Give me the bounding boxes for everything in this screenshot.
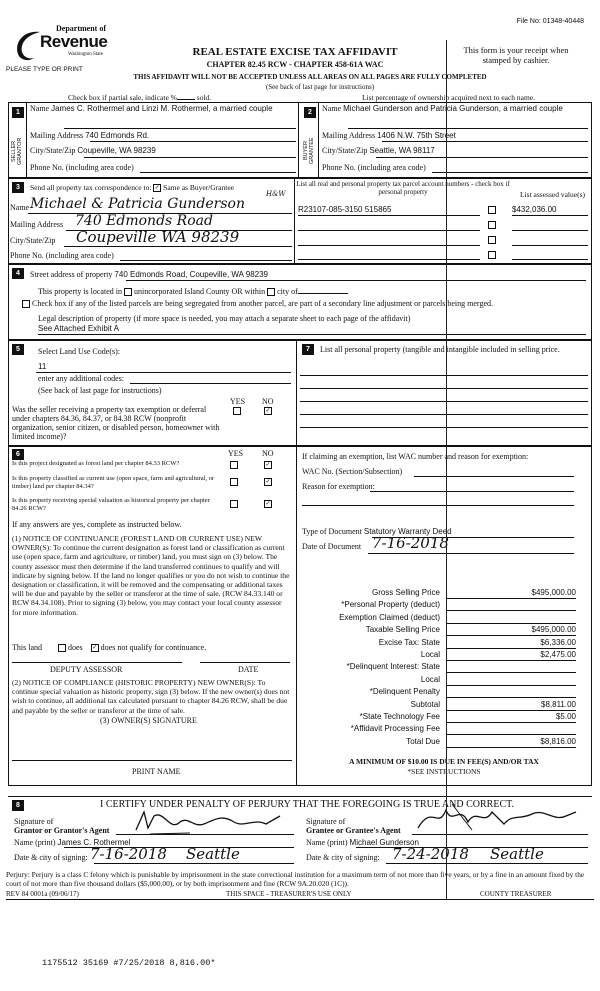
fee-label: Subtotal (410, 699, 440, 709)
unincorporated-checkbox[interactable] (124, 288, 132, 296)
parcel-number[interactable]: R23107-085-3150 515865 (298, 205, 392, 214)
fee-table (300, 588, 588, 749)
fee-label: *State Technology Fee (359, 711, 440, 721)
deputy-assessor-label: DEPUTY ASSESSOR (50, 665, 123, 674)
grantor-signature[interactable] (130, 806, 290, 836)
form-title: REAL ESTATE EXCISE TAX AFFIDAVIT (192, 46, 398, 58)
exemption-no-checkbox[interactable]: ✓ (265, 408, 271, 415)
personal-property-label: List all personal property (tangible and intangible included in selling price. (320, 345, 560, 354)
grantee-name[interactable]: Michael Gunderson (349, 838, 419, 847)
segregated-label: Check box if any of the listed parcels are being segregated from another parcel, are part of a secondary line adjustment or parcels being merged. (32, 299, 493, 308)
section-5-badge: 5 (12, 344, 24, 355)
section-8-badge: 8 (12, 800, 24, 811)
sec3-name-label: Name (10, 203, 30, 212)
same-as-buyer-checkbox[interactable]: ✓ (154, 185, 160, 192)
buyer-city-row (322, 146, 435, 155)
fee-row (300, 662, 588, 674)
partial-sale-text: Check box if partial sale, indicate % (68, 93, 177, 102)
fee-label: Taxable Selling Price (365, 625, 440, 635)
fee-row (300, 712, 588, 724)
seller-city-row (30, 146, 156, 155)
if-any-yes: If any answers are yes, complete as instructed below. (12, 520, 182, 529)
file-number: File No: 01348-40448 (516, 18, 584, 25)
city-of-checkbox[interactable] (267, 288, 275, 296)
section-2-badge: 2 (304, 107, 316, 118)
q3-yes-checkbox[interactable] (230, 499, 238, 508)
partial-sale-label (68, 93, 211, 102)
same-as-buyer-label: Same as Buyer/Grantee (163, 183, 234, 192)
grantee-name-label: Name (print) (306, 838, 348, 847)
fee-row (300, 650, 588, 662)
fee-label: Total Due (406, 736, 440, 746)
receipt-note: This form is your receipt when stamped by cashier. (463, 45, 569, 65)
seller-mailing-row (30, 131, 149, 140)
fee-value[interactable]: $8,816.00 (446, 737, 576, 748)
send-label: Send all property tax correspondence to: (30, 183, 152, 192)
logo-state: Washington State (68, 52, 104, 57)
sec3-phone-label: Phone No. (including area code) (10, 251, 114, 260)
street-row (30, 270, 268, 279)
fee-label: Exemption Claimed (deduct) (339, 612, 440, 622)
section-1-badge: 1 (12, 107, 24, 118)
fee-value[interactable] (446, 662, 576, 673)
fee-row (300, 724, 588, 736)
minimum-note: A MINIMUM OF $10.00 IS DUE IN FEE(S) AND/OR TAX (349, 757, 539, 766)
doc-date-label: Date of Document (302, 542, 362, 551)
assessor-date-label: DATE (238, 665, 259, 674)
parcel-checkbox-4[interactable] (488, 250, 496, 259)
parcel-checkbox-2[interactable] (488, 220, 496, 229)
grantor-city-hand[interactable]: Seattle (186, 845, 240, 863)
county-treasurer: COUNTY TREASURER (480, 890, 552, 898)
buyer-mailing-label: Mailing Address (322, 131, 376, 140)
section-3-badge: 3 (12, 182, 24, 193)
buyer-vert-label: BUYER GRANTEE (303, 137, 315, 165)
fee-value[interactable] (446, 600, 576, 611)
fee-row (300, 675, 588, 687)
section-4-badge: 4 (12, 268, 24, 279)
buyer-mailing[interactable]: 1406 N.W. 75th Street (377, 131, 456, 140)
sec3-name-hand[interactable]: Michael & Patricia Gunderson (30, 196, 245, 212)
grantee-date-hand[interactable]: 7-24-2018 (392, 845, 469, 863)
fee-row (300, 638, 588, 650)
land-use-code[interactable]: 11 (38, 362, 47, 371)
notice-continuance: (1) NOTICE OF CONTINUANCE (FOREST LAND OR CURRENT USE) NEW OWNER(S): To continue the current designation as forest land or classification as current use (open space, farm and agriculture, or timber) land, you must sign on (3) below. The county assessor must then determine if the land transferred continues to qualify and will indicate by signing below. If the land no longer qualifies or you do not wish to continue the designation or classification, it will be removed and the compensating or additional taxes will be due and payable by the seller or transferor at the time of sale. (RCW 84.33.140 or RCW 84.34.108). Prior to signing (3) below, you may contact your local county assessor for more information. (12, 534, 290, 617)
reason-label: Reason for exemption: (302, 482, 375, 491)
buyer-city-label: City/State/Zip (322, 146, 368, 155)
fee-row (300, 737, 588, 749)
parcel-checkbox-1[interactable] (488, 205, 496, 214)
warning: THIS AFFIDAVIT WILL NOT BE ACCEPTED UNLESS ALL AREAS ON ALL PAGES ARE FULLY COMPLETED (133, 73, 487, 81)
buyer-phone-label: Phone No. (including area code) (322, 163, 426, 172)
fee-label: Excise Tax: State (378, 637, 440, 647)
exemption-question: Was the seller receiving a property tax exemption or deferral under chapters 84.36, 84.37, or 84.38 RCW (nonprofit organization, senior citizen, or disabled person, homeowner with limited income)? (12, 405, 220, 441)
does-not-label: does not qualify for continuance. (100, 643, 207, 652)
fee-label: Local (420, 674, 440, 684)
fee-row (300, 700, 588, 712)
exemption-yes-checkbox[interactable] (233, 406, 241, 415)
fee-value[interactable]: $495,000.00 (446, 625, 576, 636)
buyer-name[interactable]: Michael Gunderson and Patricia Gunderson, a married couple (343, 104, 563, 113)
sec6-q3: Is this property receiving special valuation as historical property per chapter 84.26 RCW? (12, 497, 210, 512)
q3-no-checkbox[interactable]: ✓ (265, 501, 271, 508)
sec3-city-label: City/State/Zip (10, 236, 56, 245)
partial-sold-text: sold. (196, 93, 212, 102)
seller-name[interactable]: James C. Rothermel and Linzi M. Rothermel, a married couple (51, 104, 273, 113)
grantee-sig-of: Signature of (306, 817, 346, 826)
does-checkbox[interactable] (58, 644, 66, 652)
fee-value[interactable]: $2,475.00 (446, 650, 576, 661)
grantee-city-hand[interactable]: Seattle (490, 845, 544, 863)
seller-vert-label: SELLER GRANTOR (11, 137, 23, 165)
street-label: Street address of property (30, 270, 113, 279)
fee-value[interactable]: $8,811.00 (446, 700, 576, 711)
buyer-mailing-row (322, 131, 456, 140)
city-of-label: city of (277, 287, 298, 296)
seller-city-label: City/State/Zip (30, 146, 76, 155)
fee-label: *Affidavit Processing Fee (350, 724, 440, 734)
fee-value[interactable] (446, 675, 576, 686)
see-back: (See back of last page for instructions) (265, 83, 375, 91)
additional-codes: enter any additional codes: (38, 374, 124, 383)
fee-label: *Delinquent Penalty (369, 687, 440, 697)
print-name-label: PRINT NAME (132, 767, 181, 776)
fee-value[interactable] (446, 613, 576, 624)
grantor-agent-label: Grantor or Grantor's Agent (14, 826, 110, 835)
sec6-no: NO (262, 449, 274, 458)
located-row (38, 287, 348, 296)
grantee-sig-label (306, 817, 401, 835)
seller-phone-label: Phone No. (including area code) (30, 163, 134, 172)
grantor-name-label: Name (print) (14, 838, 56, 847)
treasurer-space: THIS SPACE - TREASURER'S USE ONLY (226, 890, 352, 898)
assessed-value[interactable]: $432,036.00 (512, 205, 557, 214)
sec6-q1: Is this project designated as forest land per chapter 84.33 RCW? (12, 460, 180, 467)
fee-row (300, 588, 588, 600)
seller-mailing[interactable]: 740 Edmonds Rd. (85, 131, 150, 140)
logo-name: Revenue (40, 32, 108, 51)
unincorporated-label: unincorporated Island County OR within (133, 287, 266, 296)
fee-row (300, 600, 588, 612)
fee-value[interactable] (446, 687, 576, 698)
fee-value[interactable]: $6,336.00 (446, 638, 576, 649)
legal-value[interactable]: See Attached Exhibit A (38, 324, 119, 333)
sec3-name-extra: H&W (266, 190, 286, 198)
scan-line (446, 40, 447, 900)
parcel-header: List all real and personal property tax parcel account numbers - check box if personal property (296, 180, 510, 196)
owner-signature-label: (3) OWNER(S) SIGNATURE (100, 716, 197, 725)
form-chapter: CHAPTER 82.45 RCW - CHAPTER 458-61A WAC (206, 60, 384, 69)
located-label: This property is located in (38, 287, 122, 296)
fee-label: Local (420, 649, 440, 659)
grantor-date-hand[interactable]: 7-16-2018 (90, 845, 167, 863)
please-type: PLEASE TYPE OR PRINT (6, 66, 83, 73)
fee-row (300, 625, 588, 637)
buyer-name-label: Name (322, 104, 342, 113)
does-label: does (68, 643, 83, 652)
grantor-date-label: Date & city of signing: (14, 853, 88, 862)
fee-value[interactable] (446, 724, 576, 735)
q1-no-checkbox[interactable]: ✓ (265, 462, 271, 469)
section-7-badge: 7 (302, 344, 314, 355)
q2-no-checkbox[interactable]: ✓ (265, 479, 271, 486)
fee-label: *Personal Property (deduct) (341, 600, 440, 610)
rev-number: REV 84 0001a (09/06/17) (6, 890, 79, 898)
send-correspondence (30, 183, 234, 192)
assessed-header: List assessed value(s) (520, 190, 585, 199)
segregated-row (22, 299, 493, 308)
grantee-signature[interactable] (412, 800, 582, 834)
treasurer-stamp: 1175512 35169 #7/25/2018 8,816.00* (42, 958, 216, 968)
doc-type[interactable]: Statutory Warranty Deed (363, 527, 452, 536)
grantor-sig-label (14, 817, 109, 835)
parcel-checkbox-3[interactable] (488, 235, 496, 244)
sec5-no: NO (262, 397, 274, 406)
this-land-label: This land (12, 643, 42, 652)
sec3-city-hand[interactable]: Coupeville WA 98239 (76, 228, 240, 246)
q2-yes-checkbox[interactable] (230, 477, 238, 486)
certify-statement: I CERTIFY UNDER PENALTY OF PERJURY THAT THE FOREGOING IS TRUE AND CORRECT. (100, 799, 514, 810)
seller-name-row (30, 104, 295, 113)
wac-claim-label: If claiming an exemption, list WAC number and reason for exemption: (302, 452, 529, 461)
doc-type-label: Type of Document (302, 527, 362, 536)
fee-row (300, 613, 588, 625)
sec3-mailing-hand[interactable]: 740 Edmonds Road (75, 213, 213, 229)
seller-mailing-label: Mailing Address (30, 131, 84, 140)
logo-dept: Department of (56, 24, 106, 33)
segregated-checkbox[interactable] (22, 300, 30, 308)
fee-label: Gross Selling Price (371, 588, 440, 597)
buyer-name-row (322, 104, 588, 113)
fee-value[interactable]: $495,000.00 (446, 588, 576, 599)
grantor-name[interactable]: James C. Rothermel (57, 838, 131, 847)
sec5-yes: YES (230, 397, 246, 406)
ownership-pct: List percentage of ownership acquired next to each name. (362, 93, 536, 102)
perjury-notice: Perjury: Perjury is a class C felony which is punishable by imprisonment in the state correctional institution for a maximum term of not more than five years, or by a fine in an amount fixed by the court of not more than five thousand dollars ($5,000.00), or by both imprisonment and fine (RCW 9A.20.020 (1C)). (6, 870, 585, 888)
legal-label: Legal description of property (if more space is needed, you may attach a separate sheet to each page of the affidavit) (38, 314, 411, 323)
dor-logo (8, 22, 128, 68)
doc-date-hand[interactable]: 7-16-2018 (372, 534, 449, 552)
wac-no-label: WAC No. (Section/Subsection) (302, 467, 403, 476)
land-use-label: Select Land Use Code(s): (38, 347, 120, 356)
seller-city[interactable]: Coupeville, WA 98239 (77, 146, 156, 155)
sec6-yes: YES (228, 449, 244, 458)
sec5-see-back: (See back of last page for instructions) (38, 386, 162, 395)
fee-row (300, 687, 588, 699)
this-land-row (12, 643, 206, 652)
section-6-badge: 6 (12, 449, 24, 460)
fee-label: *Delinquent Interest: State (346, 662, 440, 672)
fee-value[interactable]: $5.00 (446, 712, 576, 723)
notice-compliance: (2) NOTICE OF COMPLIANCE (HISTORIC PROPERTY) NEW OWNER(S): To continue special valuation as historic property, sign (3) below. If the new owner(s) does not wish to continue, all additional tax calculated pursuant to chapter 84.26 RCW, shall be due and payable by the seller or transferor at the time of sale. (12, 678, 290, 715)
does-not-checkbox[interactable]: ✓ (92, 645, 98, 652)
street-address[interactable]: 740 Edmonds Road, Coupeville, WA 98239 (114, 270, 268, 279)
sec3-mailing-label: Mailing Address (10, 220, 64, 229)
sec6-q2: Is this property classified as current use (open space, farm and agricultural, or timber) land per chapter 84.34? (12, 475, 215, 490)
see-instructions: *SEE INSTRUCTIONS (407, 767, 481, 776)
buyer-city[interactable]: Seattle, WA 98117 (369, 146, 435, 155)
grantor-sig-of: Signature of (14, 817, 54, 826)
grantee-agent-label: Grantee or Grantee's Agent (306, 826, 401, 835)
seller-name-label: Name (30, 104, 50, 113)
grantee-date-label: Date & city of signing: (306, 853, 380, 862)
q1-yes-checkbox[interactable] (230, 460, 238, 469)
